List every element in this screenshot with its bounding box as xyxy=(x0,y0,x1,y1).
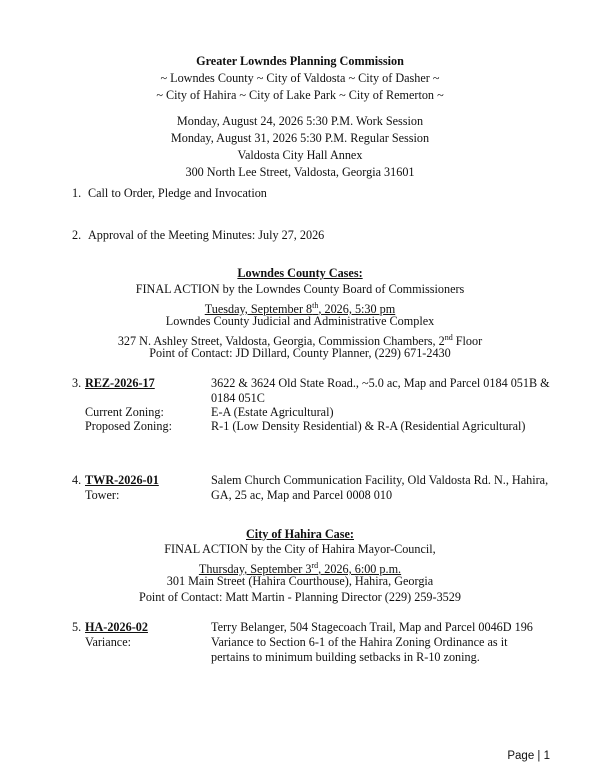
case-3-description-line-2: 0184 051C xyxy=(211,391,265,405)
hahira-case-heading: City of Hahira Case: xyxy=(246,527,354,541)
case-3-number: 3. xyxy=(72,376,82,390)
lowndes-final-action: FINAL ACTION by the Lowndes County Board of Commissioners xyxy=(135,282,465,296)
meeting-venue: Valdosta City Hall Annex xyxy=(237,148,363,162)
regular-session-date: Monday, August 31, 2026 5:30 P.M. Regular Session xyxy=(170,131,430,145)
case-5-description-line-2: Variance to Section 6-1 of the Hahira Zoning Ordinance as it xyxy=(211,635,508,649)
commission-title: Greater Lowndes Planning Commission xyxy=(196,54,404,68)
case-4-description-line-2: GA, 25 ac, Map and Parcel 0008 010 xyxy=(211,488,393,502)
jurisdictions-line-2: ~ City of Hahira ~ City of Lake Park ~ City of Remerton ~ xyxy=(156,88,444,102)
agenda-item-1-number: 1. xyxy=(72,186,82,200)
hahira-meeting-date: Thursday, September 3rd, 2026, 6:00 p.m. xyxy=(198,561,402,577)
case-5-number: 5. xyxy=(72,620,82,634)
case-5-description-line-1: Terry Belanger, 504 Stagecoach Trail, Map and Parcel 0046D 196 xyxy=(211,620,533,634)
lowndes-complex: Lowndes County Judicial and Administrative Complex xyxy=(165,314,435,328)
case-4-id: TWR-2026-01 xyxy=(85,473,159,487)
case-3-description-line-1: 3622 & 3624 Old State Road., ~5.0 ac, Map and Parcel 0184 051B & xyxy=(211,376,550,390)
case-3-proposed-zoning-label: Proposed Zoning: xyxy=(85,419,173,433)
agenda-item-2-number: 2. xyxy=(72,228,82,242)
case-5-description-line-3: pertains to minimum building setbacks in R-10 zoning. xyxy=(211,650,480,664)
jurisdictions-line-1: ~ Lowndes County ~ City of Valdosta ~ City of Dasher ~ xyxy=(160,71,440,85)
case-5-type-label: Variance: xyxy=(85,635,132,649)
page-number: Page | 1 xyxy=(507,750,550,762)
hahira-address: 301 Main Street (Hahira Courthouse), Hahira, Georgia xyxy=(166,574,434,588)
agenda-item-2-text: Approval of the Meeting Minutes: July 27, 2026 xyxy=(88,228,325,242)
lowndes-cases-heading: Lowndes County Cases: xyxy=(237,266,363,280)
lowndes-contact: Point of Contact: JD Dillard, County Planner, (229) 671-2430 xyxy=(149,346,451,360)
case-5-id: HA-2026-02 xyxy=(85,620,148,634)
case-3-current-zoning-label: Current Zoning: xyxy=(85,405,164,419)
case-3-current-zoning-value: E-A (Estate Agricultural) xyxy=(211,405,334,419)
case-3-proposed-zoning-value: R-1 (Low Density Residential) & R-A (Residential Agricultural) xyxy=(211,419,526,433)
meeting-address: 300 North Lee Street, Valdosta, Georgia 31601 xyxy=(185,165,415,179)
lowndes-address: 327 N. Ashley Street, Valdosta, Georgia, Commission Chambers, 2nd Floor xyxy=(117,333,483,349)
case-4-number: 4. xyxy=(72,473,82,487)
hahira-final-action: FINAL ACTION by the City of Hahira Mayor-Council, xyxy=(164,542,436,556)
case-4-description-line-1: Salem Church Communication Facility, Old Valdosta Rd. N., Hahira, xyxy=(211,473,549,487)
hahira-contact: Point of Contact: Matt Martin - Planning Director (229) 259-3529 xyxy=(139,590,461,604)
case-3-id: REZ-2026-17 xyxy=(85,376,155,390)
work-session-date: Monday, August 24, 2026 5:30 P.M. Work Session xyxy=(176,114,424,128)
case-4-type-label: Tower: xyxy=(85,488,120,502)
lowndes-meeting-date: Tuesday, September 8th, 2026, 5:30 pm xyxy=(204,301,396,317)
agenda-item-1-text: Call to Order, Pledge and Invocation xyxy=(88,186,267,200)
